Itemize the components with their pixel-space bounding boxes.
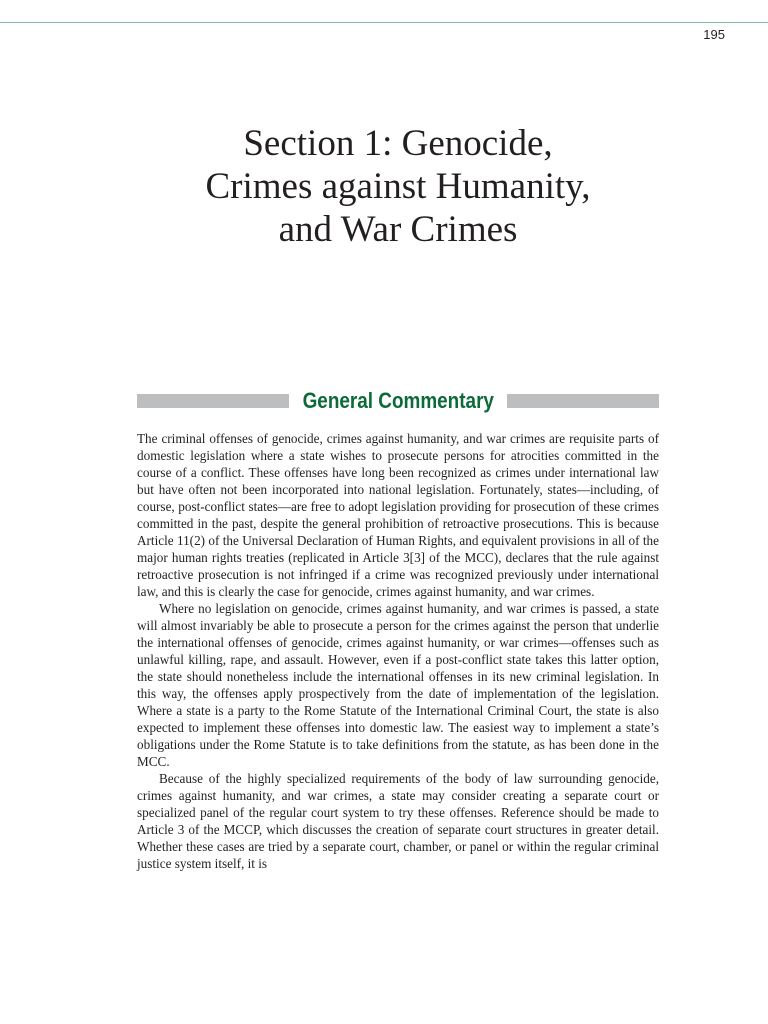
top-rule	[0, 22, 768, 23]
section-title-line: Section 1: Genocide,	[243, 123, 553, 164]
section-title-line: Crimes against Humanity,	[205, 166, 591, 207]
commentary-header	[137, 386, 659, 416]
paragraph: Where no legislation on genocide, crimes against humanity, and war crimes is passed, a state will almost invariably be able to prosecute a person for the crimes against the person that underlie the international offenses of genocide, crimes against humanity, or war crimes—offenses such as unlawful killing, rape, and assault. However, even if a post-conflict state takes this latter option, the state should nonetheless include the international offenses in its new criminal legislation. In this way, the offenses apply prospectively from the date of implementation of the legislation. Where a state is a party to the Rome Statute of the International Criminal Court, the state is also expected to implement these offenses into domestic law. The easiest way to implement a state’s obligations under the Rome Statute is to take definitions from the statute, as has been done in the MCC.	[137, 601, 659, 769]
section-title	[0, 122, 768, 251]
commentary-body	[137, 430, 659, 872]
right-decorative-bar	[507, 394, 659, 408]
section-title-line: and War Crimes	[278, 209, 518, 250]
page-number: 195	[703, 27, 725, 42]
left-decorative-bar	[137, 394, 289, 408]
paragraph: Because of the highly specialized requirements of the body of law surrounding genocide, crimes against humanity, and war crimes, a state may consider creating a separate court or specialized panel of the regular court system to try these offenses. Reference should be made to Article 3 of the MCCP, which discusses the creation of separate court structures in greater detail. Whether these cases are tried by a separate court, chamber, or panel or within the regular criminal justice system itself, it is	[137, 771, 659, 871]
commentary-heading: General Commentary	[302, 388, 494, 413]
paragraph: The criminal offenses of genocide, crimes against humanity, and war crimes are requisite parts of domestic legislation where a state wishes to prosecute persons for atrocities committed in the course of a conflict. These offenses have long been recognized as crimes under international law but have often not been incorporated into national legislation. Fortunately, states—including, of course, post-conflict states—are free to adopt legislation providing for prosecution of these crimes committed in the past, despite the general prohibition of retroactive prosecutions. This is because Article 11(2) of the Universal Declaration of Human Rights, and equivalent provisions in all of the major human rights treaties (replicated in Article 3[3] of the MCC), declares that the rule against retroactive prosecution is not infringed if a crime was recognized previously under international law, and this is clearly the case for genocide, crimes against humanity, and war crimes.	[137, 431, 659, 599]
